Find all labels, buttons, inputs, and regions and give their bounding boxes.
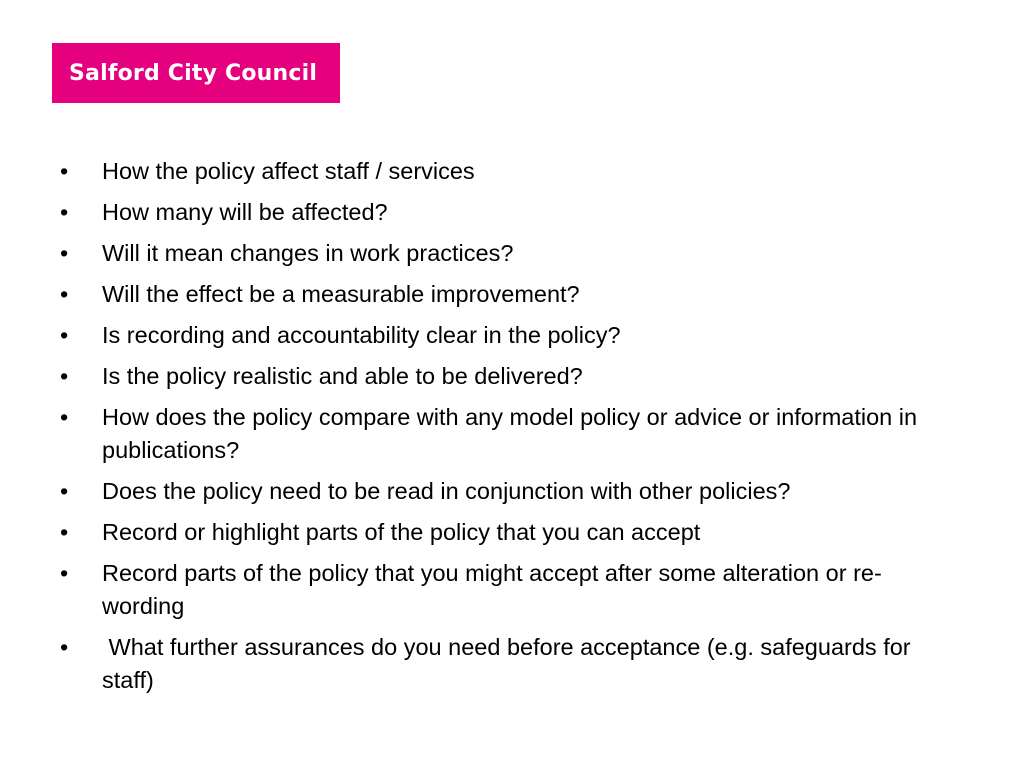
bullet-icon: • [60,404,69,430]
bullet-list [60,155,960,705]
list-item-text: How does the policy compare with any model policy or advice or information in publications? [102,404,924,463]
bullet-icon: • [60,240,69,266]
list-item-text: Does the policy need to be read in conjunction with other policies? [102,478,791,504]
bullet-icon: • [60,634,69,660]
bullet-icon: • [60,281,69,307]
list-item [60,319,960,352]
list-item-text: Record or highlight parts of the policy that you can accept [102,519,701,545]
list-item [60,631,960,697]
list-item [60,516,960,549]
salford-city-council-logo [52,43,340,103]
list-item [60,278,960,311]
bullet-icon: • [60,322,69,348]
logo-text: Salford City Council [69,60,318,86]
bullet-icon: • [60,363,69,389]
list-item [60,196,960,229]
bullet-icon: • [60,519,69,545]
list-item [60,475,960,508]
list-item-text: Is recording and accountability clear in the policy? [102,322,621,348]
bullet-icon: • [60,199,69,225]
list-item [60,237,960,270]
list-item [60,401,960,467]
list-item-text: Record parts of the policy that you might accept after some alteration or re-wording [102,560,882,619]
list-item [60,155,960,188]
list-item [60,360,960,393]
list-item-text: Will it mean changes in work practices? [102,240,514,266]
list-item-text: Will the effect be a measurable improvement? [102,281,580,307]
list-item-text: How the policy affect staff / services [102,158,475,184]
list-item-text: Is the policy realistic and able to be delivered? [102,363,583,389]
bullet-icon: • [60,560,69,586]
bullet-icon: • [60,478,69,504]
bullet-icon: • [60,158,69,184]
list-item-text: How many will be affected? [102,199,388,225]
list-item-text: What further assurances do you need before acceptance (e.g. safeguards for staff) [102,634,918,693]
list-item [60,557,960,623]
